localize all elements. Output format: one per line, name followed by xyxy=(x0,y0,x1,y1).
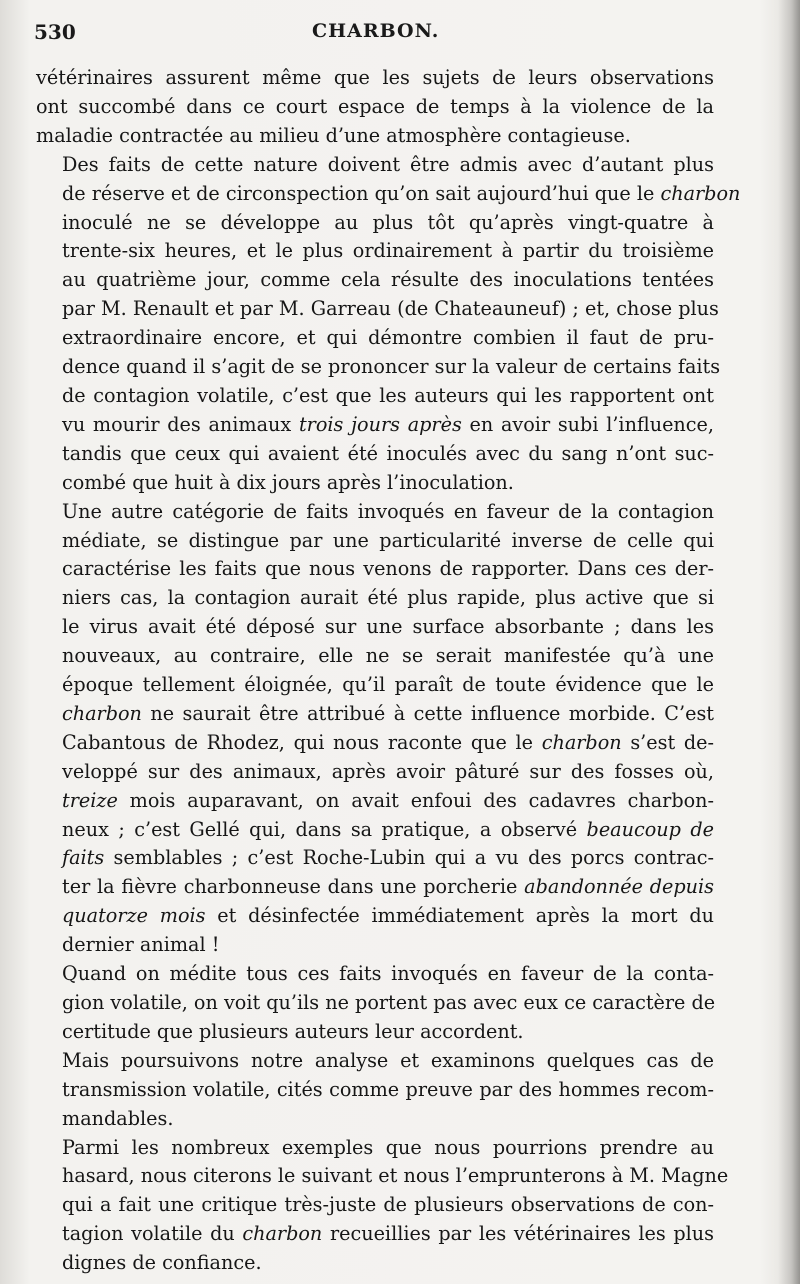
running-title: CHARBON. xyxy=(312,20,440,42)
text-line: Quand on médite tous ces faits invoqués en faveur de la conta- xyxy=(62,962,714,986)
text-line: neux ; c’est Gellé qui, dans sa pratique, a observé beaucoup de xyxy=(62,817,714,841)
text-line: Une autre catégorie de faits invoqués en faveur de la contagion xyxy=(62,499,714,523)
text-line: dernier animal ! xyxy=(62,933,220,957)
text-line: époque tellement éloignée, qu’il paraît de toute évidence que le xyxy=(62,673,714,697)
page-header xyxy=(34,20,734,52)
paragraph xyxy=(36,498,714,961)
paragraph xyxy=(36,960,714,1047)
text-line: ter la fièvre charbonneuse dans une porcherie abandonnée depuis xyxy=(62,875,715,899)
text-line: niers cas, la contagion aurait été plus rapide, plus active que si xyxy=(62,586,714,610)
paragraph xyxy=(36,1134,729,1279)
text-line: gion volatile, on voit qu’ils ne portent pas avec eux ce caractère de xyxy=(62,991,716,1014)
text-line: nouveaux, au contraire, elle ne se serait manifestée qu’à une xyxy=(62,644,714,668)
text-line: treize mois auparavant, on avait enfoui des cadavres charbon- xyxy=(62,788,714,812)
text-line: Mais poursuivons notre analyse et examinons quelques cas de xyxy=(62,1048,714,1072)
text-line: extraordinaire encore, et qui démontre combien il faut de pru- xyxy=(62,326,714,350)
body-text xyxy=(36,64,741,1278)
text-line: charbon ne saurait être attribué à cette influence morbide. C’est xyxy=(62,701,714,725)
text-line: Des faits de cette nature doivent être admis avec d’autant plus xyxy=(62,152,714,176)
text-line: qui a fait une critique très-juste de plusieurs observations de con- xyxy=(62,1193,714,1217)
text-line: au quatrième jour, comme cela résulte des inoculations tentées xyxy=(62,268,714,292)
page-number: 530 xyxy=(34,20,76,44)
text-line: tagion volatile du charbon recueillies par les vétérinaires les plus xyxy=(62,1222,714,1246)
text-line: Cabantous de Rhodez, qui nous raconte que le charbon s’est de- xyxy=(62,730,714,754)
text-line: de réserve et de circonspection qu’on sait aujourd’hui que le charbon xyxy=(62,181,741,205)
text-line: maladie contractée au milieu d’une atmosphère contagieuse. xyxy=(36,123,631,147)
text-line: par M. Renault et par M. Garreau (de Chateauneuf) ; et, chose plus xyxy=(62,297,719,321)
text-line: dignes de confiance. xyxy=(62,1251,262,1275)
text-line: de contagion volatile, c’est que les auteurs qui les rapportent ont xyxy=(62,383,714,407)
text-line: caractérise les faits que nous venons de rapporter. Dans ces der- xyxy=(62,557,714,581)
text-line: veloppé sur des animaux, après avoir pâturé sur des fosses où, xyxy=(62,759,714,783)
text-line: quatorze mois et désinfectée immédiatement après la mort du xyxy=(62,904,714,928)
text-line: le virus avait été déposé sur une surface absorbante ; dans les xyxy=(62,615,714,639)
text-line: mandables. xyxy=(62,1106,174,1130)
text-line: transmission volatile, cités comme preuve par des hommes recom- xyxy=(62,1077,714,1101)
text-line: dence quand il s’agit de se prononcer sur la valeur de certains faits xyxy=(62,355,721,379)
paragraph xyxy=(36,1047,714,1134)
text-line: faits semblables ; c’est Roche-Lubin qui a vu des porcs contrac- xyxy=(62,846,714,870)
text-line: combé que huit à dix jours après l’inoculation. xyxy=(62,470,514,494)
text-line: vétérinaires assurent même que les sujets de leurs observations xyxy=(36,66,714,89)
page-edge-shadow xyxy=(778,0,800,1284)
text-line: inoculé ne se développe au plus tôt qu’après vingt-quatre à xyxy=(62,210,714,234)
text-line: tandis que ceux qui avaient été inoculés avec du sang n’ont suc- xyxy=(62,441,714,465)
paragraph xyxy=(36,151,741,498)
paragraph xyxy=(36,64,714,151)
text-line: vu mourir des animaux trois jours après en avoir subi l’influence, xyxy=(62,412,714,436)
text-line: Parmi les nombreux exemples que nous pourrions prendre au xyxy=(62,1135,714,1159)
text-line: médiate, se distingue par une particularité inverse de celle qui xyxy=(62,528,714,552)
text-line: hasard, nous citerons le suivant et nous l’emprunterons à M. Magne xyxy=(62,1164,729,1188)
text-line: trente-six heures, et le plus ordinairement à partir du troisième xyxy=(62,239,714,263)
text-line: certitude que plusieurs auteurs leur accordent. xyxy=(62,1019,524,1043)
text-line: ont succombé dans ce court espace de temps à la violence de la xyxy=(36,94,714,118)
